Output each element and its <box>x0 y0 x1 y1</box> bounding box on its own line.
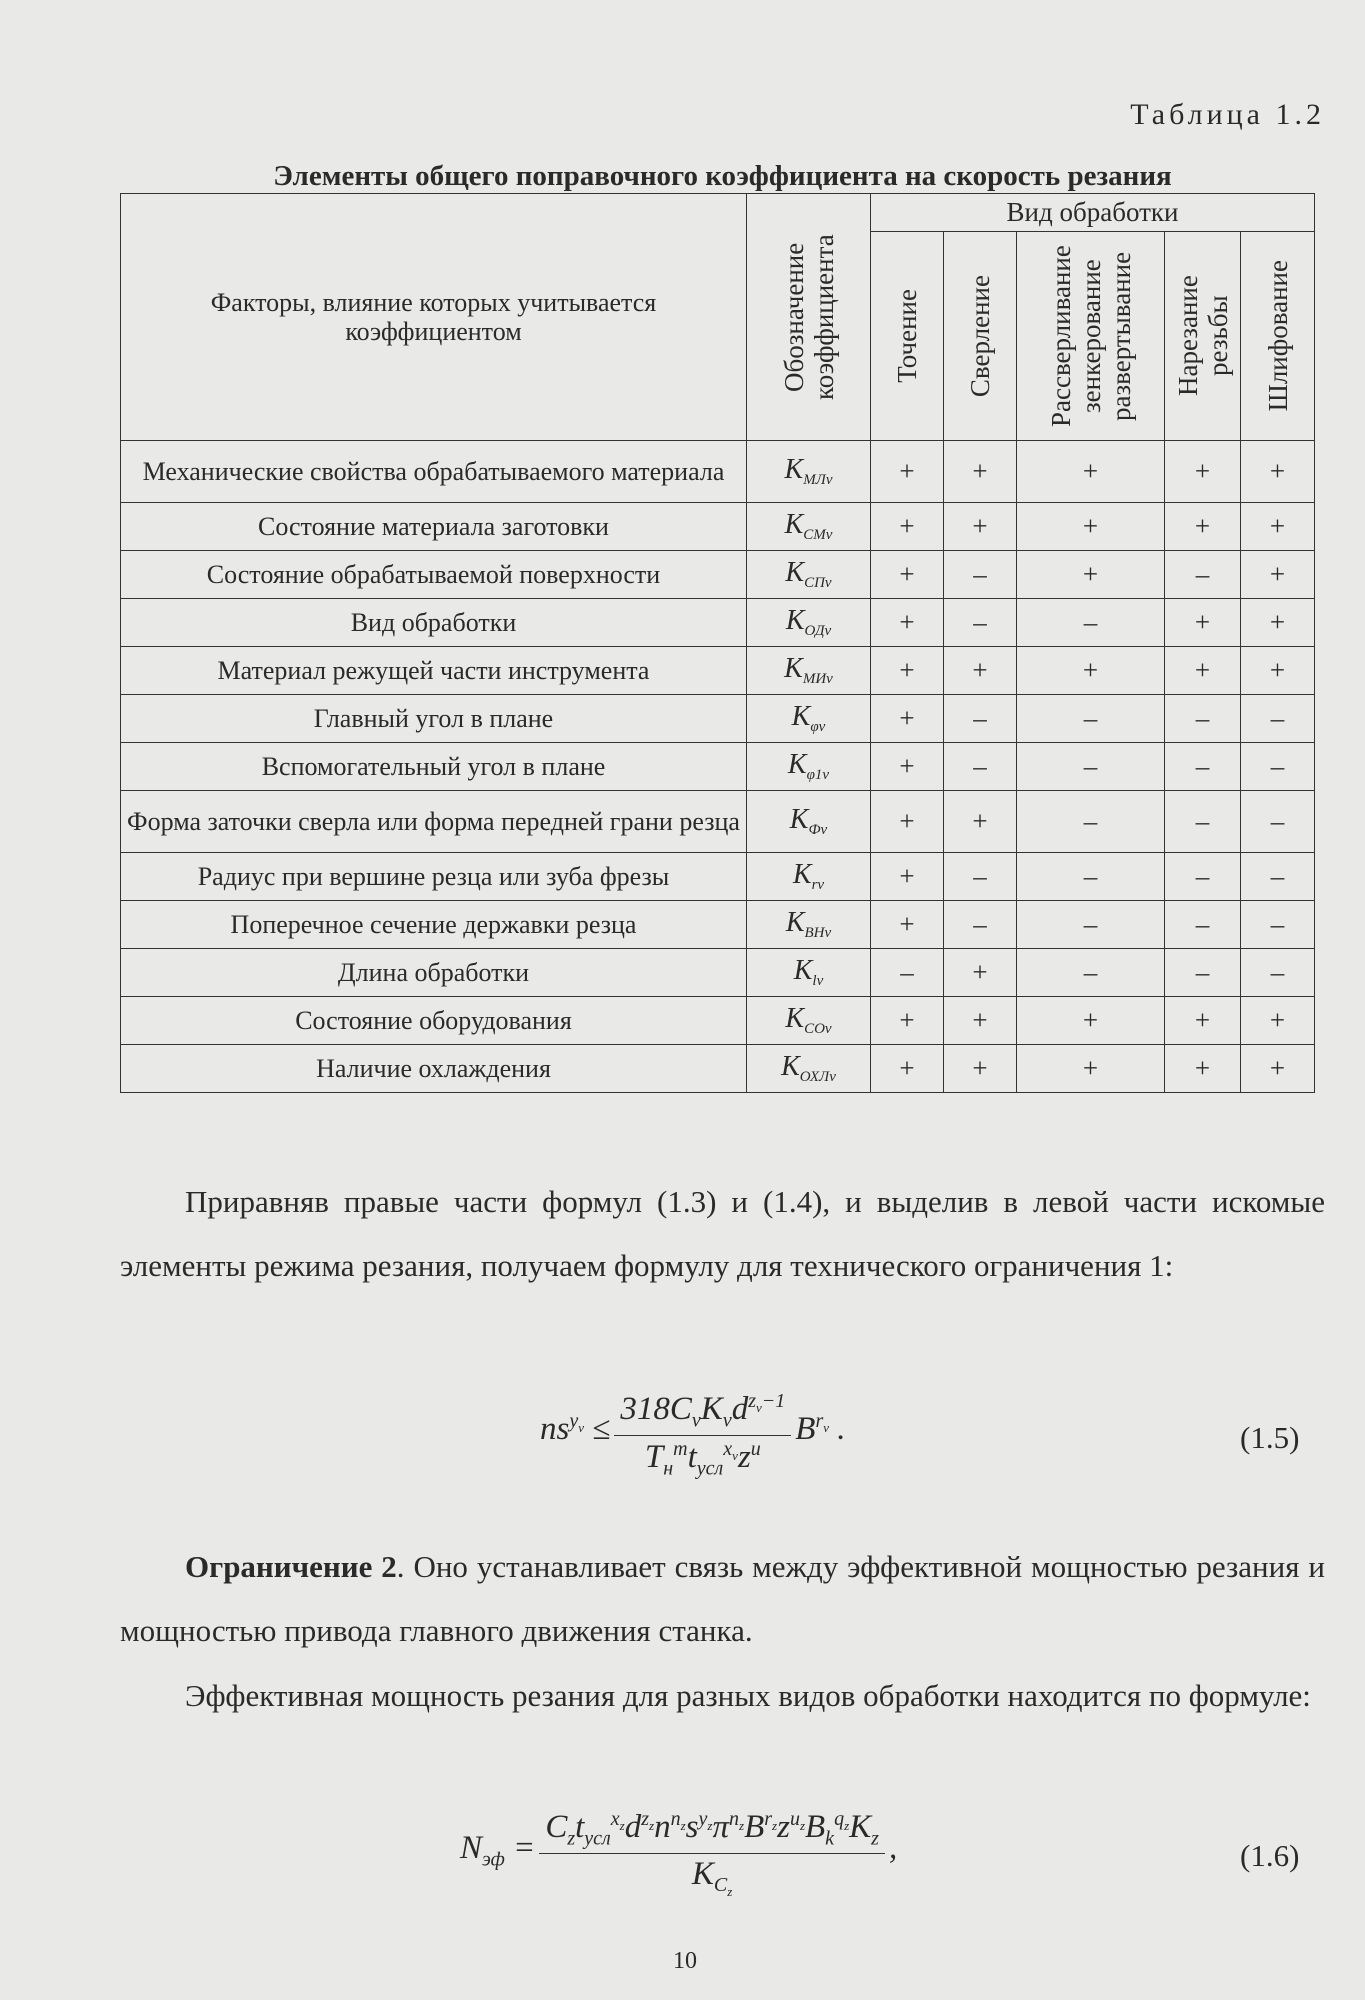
symbol-cell: $K_{СПv}$ <box>747 551 871 599</box>
table-row <box>121 1045 1315 1093</box>
mark-cell: – <box>944 695 1017 743</box>
mark-cell: + <box>1165 1045 1241 1093</box>
factor-cell: Вспомогательный угол в плане <box>121 743 747 791</box>
page-number: 10 <box>673 1948 697 1974</box>
mark-cell: – <box>944 853 1017 901</box>
mark-cell: – <box>1017 791 1165 853</box>
factor-cell: Материал режущей части инструмента <box>121 647 747 695</box>
symbol-cell: $K_{МИv}$ <box>747 647 871 695</box>
factor-cell: Состояние оборудования <box>121 997 747 1045</box>
process-header: Сверление <box>944 232 1017 441</box>
mark-cell: + <box>871 647 944 695</box>
table-row <box>121 791 1315 853</box>
table-row <box>121 503 1315 551</box>
mark-cell: + <box>871 551 944 599</box>
mark-cell: + <box>944 503 1017 551</box>
limitation-2-label: Ограничение 2 <box>185 1549 397 1584</box>
table-label: Таблица 1.2 <box>1130 98 1325 131</box>
eq2-number: (1.6) <box>1240 1838 1300 1873</box>
symbol-header: Обозначение коэффициента <box>747 194 871 441</box>
factor-cell: Радиус при вершине резца или зуба фрезы <box>121 853 747 901</box>
symbol-cell: $K_{Фv}$ <box>747 791 871 853</box>
mark-cell: + <box>944 791 1017 853</box>
equation-1-5: $ns^{y_v}$ ≤ $\frac{318C_vK_vd^{z_v-1}}{T_н^mt_{усл}^{x_v}z^u}$ $B^{r_v}$ . <box>540 1390 846 1480</box>
mark-cell: – <box>1241 791 1315 853</box>
factor-cell: Механические свойства обрабатываемого материала <box>121 441 747 503</box>
table-row <box>121 441 1315 503</box>
eq2-fraction: $\frac{C_zt_{усл}^{x_z}d^{z_z}n^{n_z}s^{y_z}\pi^{n_z}B^{r_z}z^{u_z}B_k^{q_z}K_z}{K_{C_z}}$ <box>539 1808 885 1900</box>
eq1-lhs: $ns^{y_v}$ ≤ <box>540 1409 611 1447</box>
symbol-cell: $K_{rv}$ <box>747 853 871 901</box>
mark-cell: + <box>1241 441 1315 503</box>
mark-cell: + <box>1241 599 1315 647</box>
symbol-cell: $K_{СМv}$ <box>747 503 871 551</box>
mark-cell: + <box>944 647 1017 695</box>
symbol-cell: $K_{lv}$ <box>747 949 871 997</box>
mark-cell: – <box>1165 949 1241 997</box>
symbol-cell: $K_{ВНv}$ <box>747 901 871 949</box>
factor-cell: Главный угол в плане <box>121 695 747 743</box>
mark-cell: + <box>871 901 944 949</box>
mark-cell: – <box>1017 743 1165 791</box>
mark-cell: – <box>1241 695 1315 743</box>
mark-cell: – <box>944 551 1017 599</box>
mark-cell: + <box>944 1045 1017 1093</box>
process-group-header: Вид обработки <box>871 194 1315 232</box>
factor-header: Факторы, влияние которых учитывается коэффициентом <box>121 194 747 441</box>
process-header: Рассверливание зенкерование развертывание <box>1017 232 1165 441</box>
paragraph-2: Ограничение 2. Оно устанавливает связь между эффективной мощностью резания и мощностью привода главного движения станка. <box>120 1549 1325 1648</box>
factor-cell: Поперечное сечение державки резца <box>121 901 747 949</box>
table-row <box>121 695 1315 743</box>
mark-cell: + <box>871 599 944 647</box>
mark-cell: + <box>1241 1045 1315 1093</box>
mark-cell: + <box>871 743 944 791</box>
symbol-cell: $K_{ОДv}$ <box>747 599 871 647</box>
factor-cell: Состояние обрабатываемой поверхности <box>121 551 747 599</box>
mark-cell: – <box>1165 901 1241 949</box>
process-header: Точение <box>871 232 944 441</box>
symbol-cell: $K_{\varphi 1v}$ <box>747 743 871 791</box>
coefficient-table <box>120 193 1315 1093</box>
symbol-cell: $K_{\varphi v}$ <box>747 695 871 743</box>
factor-cell: Наличие охлаждения <box>121 1045 747 1093</box>
mark-cell: + <box>871 695 944 743</box>
mark-cell: – <box>1165 695 1241 743</box>
symbol-cell: $K_{ОХЛv}$ <box>747 1045 871 1093</box>
mark-cell: – <box>1017 695 1165 743</box>
factor-cell: Вид обработки <box>121 599 747 647</box>
table-row <box>121 853 1315 901</box>
mark-cell: + <box>1165 997 1241 1045</box>
process-header: Нарезание резьбы <box>1165 232 1241 441</box>
table-row <box>121 599 1315 647</box>
symbol-cell: $K_{СОv}$ <box>747 997 871 1045</box>
mark-cell: – <box>1165 791 1241 853</box>
table-row <box>121 949 1315 997</box>
mark-cell: + <box>871 441 944 503</box>
mark-cell: – <box>944 743 1017 791</box>
mark-cell: + <box>1241 551 1315 599</box>
mark-cell: + <box>1017 503 1165 551</box>
factor-cell: Форма заточки сверла или форма передней грани резца <box>121 791 747 853</box>
equation-1-6: $N_{эф}$ = $\frac{C_zt_{усл}^{x_z}d^{z_z}n^{n_z}s^{y_z}\pi^{n_z}B^{r_z}z^{u_z}B_k^{q_z}K_z}{K_{C_z}}$ , <box>460 1808 898 1900</box>
mark-cell: + <box>871 503 944 551</box>
mark-cell: + <box>1017 1045 1165 1093</box>
table-row <box>121 901 1315 949</box>
mark-cell: – <box>944 901 1017 949</box>
eq1-number: (1.5) <box>1240 1420 1300 1455</box>
table-row <box>121 997 1315 1045</box>
mark-cell: – <box>1017 853 1165 901</box>
table-title: Элементы общего поправочного коэффициента на скорость резания <box>273 160 1172 192</box>
mark-cell: – <box>1165 853 1241 901</box>
mark-cell: – <box>871 949 944 997</box>
mark-cell: + <box>1165 647 1241 695</box>
mark-cell: – <box>1241 949 1315 997</box>
factor-cell: Длина обработки <box>121 949 747 997</box>
mark-cell: + <box>1017 997 1165 1045</box>
mark-cell: + <box>1241 647 1315 695</box>
mark-cell: – <box>1165 743 1241 791</box>
mark-cell: + <box>944 441 1017 503</box>
process-header: Шлифование <box>1241 232 1315 441</box>
mark-cell: + <box>871 791 944 853</box>
paragraph-1: Приравняв правые части формул (1.3) и (1.4), и выделив в левой части искомые элементы режима резания, получаем формулу для технического ограничения 1: <box>120 1184 1325 1283</box>
mark-cell: + <box>1017 551 1165 599</box>
table-row <box>121 743 1315 791</box>
mark-cell: + <box>1017 647 1165 695</box>
factor-cell: Состояние материала заготовки <box>121 503 747 551</box>
mark-cell: – <box>1017 901 1165 949</box>
mark-cell: + <box>871 1045 944 1093</box>
mark-cell: + <box>1017 441 1165 503</box>
mark-cell: + <box>1165 441 1241 503</box>
mark-cell: + <box>1241 997 1315 1045</box>
mark-cell: – <box>1017 599 1165 647</box>
eq2-lhs: $N_{эф}$ = <box>460 1829 536 1871</box>
mark-cell: – <box>1241 901 1315 949</box>
mark-cell: – <box>944 599 1017 647</box>
mark-cell: + <box>871 853 944 901</box>
mark-cell: + <box>871 997 944 1045</box>
table-row <box>121 551 1315 599</box>
mark-cell: – <box>1165 551 1241 599</box>
mark-cell: – <box>1241 743 1315 791</box>
eq1-fraction: $\frac{318C_vK_vd^{z_v-1}}{T_н^mt_{усл}^{x_v}z^u}$ <box>614 1390 791 1480</box>
mark-cell: + <box>944 997 1017 1045</box>
mark-cell: + <box>944 949 1017 997</box>
mark-cell: + <box>1165 599 1241 647</box>
mark-cell: + <box>1165 503 1241 551</box>
table-row <box>121 647 1315 695</box>
symbol-cell: $K_{МЛv}$ <box>747 441 871 503</box>
mark-cell: – <box>1017 949 1165 997</box>
paragraph-3: Эффективная мощность резания для разных видов обработки находится по формуле: <box>185 1678 1311 1713</box>
mark-cell: + <box>1241 503 1315 551</box>
mark-cell: – <box>1241 853 1315 901</box>
